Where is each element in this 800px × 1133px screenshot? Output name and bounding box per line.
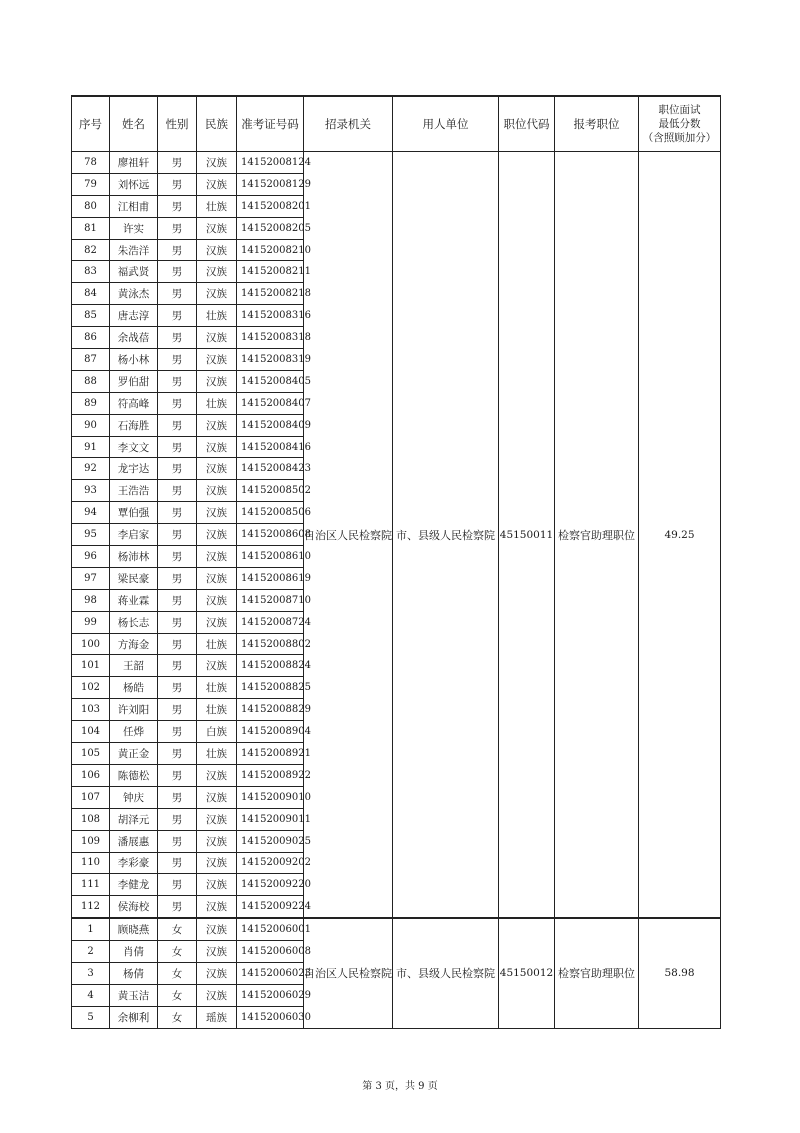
candidate-name: 钟庆 xyxy=(110,786,158,808)
row-number: 97 xyxy=(72,567,110,589)
table-row xyxy=(72,918,721,940)
exam-number: 14152008210 xyxy=(237,239,304,261)
exam-number: 14152006008 xyxy=(237,941,304,963)
candidate-ethnicity: 壮族 xyxy=(197,633,237,655)
candidate-gender: 男 xyxy=(158,874,197,896)
exam-number: 14152009224 xyxy=(237,896,304,918)
candidate-name: 覃伯强 xyxy=(110,502,158,524)
row-number: 78 xyxy=(72,152,110,174)
candidate-name: 江相甫 xyxy=(110,195,158,217)
candidate-gender: 男 xyxy=(158,283,197,305)
header-agency: 招录机关 xyxy=(304,96,393,152)
candidate-gender: 男 xyxy=(158,743,197,765)
row-number: 3 xyxy=(72,962,110,984)
row-number: 80 xyxy=(72,195,110,217)
candidate-name: 方海金 xyxy=(110,633,158,655)
candidate-ethnicity: 汉族 xyxy=(197,655,237,677)
row-number: 88 xyxy=(72,370,110,392)
candidate-gender: 男 xyxy=(158,633,197,655)
header-unit: 用人单位 xyxy=(393,96,499,152)
candidate-name: 杨倩 xyxy=(110,962,158,984)
exam-number: 14152009025 xyxy=(237,830,304,852)
row-number: 2 xyxy=(72,941,110,963)
candidate-ethnicity: 汉族 xyxy=(197,349,237,371)
row-number: 101 xyxy=(72,655,110,677)
candidate-ethnicity: 汉族 xyxy=(197,370,237,392)
row-number: 100 xyxy=(72,633,110,655)
min-interview-score: 58.98 xyxy=(639,918,721,1028)
exam-number: 14152008922 xyxy=(237,764,304,786)
candidate-ethnicity: 汉族 xyxy=(197,874,237,896)
row-number: 4 xyxy=(72,984,110,1006)
candidate-gender: 男 xyxy=(158,392,197,414)
row-number: 105 xyxy=(72,743,110,765)
exam-number: 14152008319 xyxy=(237,349,304,371)
candidate-gender: 女 xyxy=(158,918,197,940)
row-number: 86 xyxy=(72,327,110,349)
candidate-ethnicity: 汉族 xyxy=(197,984,237,1006)
row-number: 110 xyxy=(72,852,110,874)
position-title: 检察官助理职位 xyxy=(555,918,639,1028)
exam-number: 14152008506 xyxy=(237,502,304,524)
row-number: 99 xyxy=(72,611,110,633)
candidate-gender: 男 xyxy=(158,655,197,677)
exam-number: 14152008802 xyxy=(237,633,304,655)
recruiting-agency: 自治区人民检察院 xyxy=(304,918,393,1028)
candidate-gender: 男 xyxy=(158,830,197,852)
table-body xyxy=(72,152,721,1029)
row-number: 79 xyxy=(72,173,110,195)
candidate-gender: 男 xyxy=(158,217,197,239)
candidate-name: 刘怀远 xyxy=(110,173,158,195)
candidate-ethnicity: 汉族 xyxy=(197,962,237,984)
exam-number: 14152008824 xyxy=(237,655,304,677)
row-number: 87 xyxy=(72,349,110,371)
exam-number: 14152008502 xyxy=(237,480,304,502)
candidate-name: 任烨 xyxy=(110,721,158,743)
exam-number: 14152009220 xyxy=(237,874,304,896)
candidate-gender: 男 xyxy=(158,370,197,392)
row-number: 92 xyxy=(72,458,110,480)
candidate-ethnicity: 汉族 xyxy=(197,239,237,261)
exam-number: 14152008904 xyxy=(237,721,304,743)
row-number: 111 xyxy=(72,874,110,896)
row-number: 94 xyxy=(72,502,110,524)
exam-number: 14152009010 xyxy=(237,786,304,808)
candidate-name: 潘展惠 xyxy=(110,830,158,852)
candidate-gender: 男 xyxy=(158,261,197,283)
position-title: 检察官助理职位 xyxy=(555,152,639,919)
exam-number: 14152008608 xyxy=(237,524,304,546)
candidate-name: 王浩浩 xyxy=(110,480,158,502)
exam-number: 14152008201 xyxy=(237,195,304,217)
row-number: 84 xyxy=(72,283,110,305)
candidate-name: 黄玉洁 xyxy=(110,984,158,1006)
row-number: 1 xyxy=(72,918,110,940)
candidate-ethnicity: 汉族 xyxy=(197,808,237,830)
candidate-gender: 男 xyxy=(158,721,197,743)
exam-number: 14152008316 xyxy=(237,305,304,327)
candidate-name: 李启家 xyxy=(110,524,158,546)
row-number: 104 xyxy=(72,721,110,743)
table-row xyxy=(72,152,721,174)
candidate-name: 符高峰 xyxy=(110,392,158,414)
candidate-gender: 男 xyxy=(158,852,197,874)
candidate-name: 许刘阳 xyxy=(110,699,158,721)
candidate-gender: 男 xyxy=(158,327,197,349)
exam-number: 14152008710 xyxy=(237,589,304,611)
candidate-name: 黄正金 xyxy=(110,743,158,765)
candidate-ethnicity: 汉族 xyxy=(197,173,237,195)
candidate-name: 陈德松 xyxy=(110,764,158,786)
candidate-ethnicity: 汉族 xyxy=(197,830,237,852)
header-exam-no: 准考证号码 xyxy=(237,96,304,152)
candidate-ethnicity: 汉族 xyxy=(197,941,237,963)
employing-unit: 市、县级人民检察院 xyxy=(393,918,499,1028)
row-number: 103 xyxy=(72,699,110,721)
row-number: 106 xyxy=(72,764,110,786)
exam-number: 14152008407 xyxy=(237,392,304,414)
candidate-gender: 男 xyxy=(158,480,197,502)
candidate-name: 肖倩 xyxy=(110,941,158,963)
candidate-gender: 男 xyxy=(158,524,197,546)
results-table xyxy=(71,95,721,1029)
employing-unit: 市、县级人民检察院 xyxy=(393,152,499,919)
candidate-name: 余柳利 xyxy=(110,1006,158,1028)
candidate-name: 蒋业霖 xyxy=(110,589,158,611)
exam-number: 14152006001 xyxy=(237,918,304,940)
candidate-gender: 女 xyxy=(158,984,197,1006)
candidate-ethnicity: 白族 xyxy=(197,721,237,743)
candidate-gender: 男 xyxy=(158,567,197,589)
candidate-name: 李彩豪 xyxy=(110,852,158,874)
candidate-name: 杨小林 xyxy=(110,349,158,371)
row-number: 112 xyxy=(72,896,110,918)
candidate-name: 杨沛林 xyxy=(110,546,158,568)
candidate-name: 杨长志 xyxy=(110,611,158,633)
candidate-gender: 男 xyxy=(158,173,197,195)
row-number: 98 xyxy=(72,589,110,611)
exam-number: 14152008409 xyxy=(237,414,304,436)
header-ethnicity: 民族 xyxy=(197,96,237,152)
row-number: 107 xyxy=(72,786,110,808)
candidate-gender: 女 xyxy=(158,962,197,984)
candidate-name: 黄泳杰 xyxy=(110,283,158,305)
exam-number: 14152006030 xyxy=(237,1006,304,1028)
candidate-name: 石海胜 xyxy=(110,414,158,436)
row-number: 81 xyxy=(72,217,110,239)
exam-number: 14152009011 xyxy=(237,808,304,830)
position-code: 45150012 xyxy=(499,918,555,1028)
candidate-ethnicity: 汉族 xyxy=(197,436,237,458)
exam-number: 14152008724 xyxy=(237,611,304,633)
candidate-ethnicity: 汉族 xyxy=(197,283,237,305)
candidate-ethnicity: 汉族 xyxy=(197,327,237,349)
candidate-ethnicity: 汉族 xyxy=(197,261,237,283)
candidate-ethnicity: 壮族 xyxy=(197,699,237,721)
page-footer: 第 3 页，共 9 页 xyxy=(362,1081,438,1092)
candidate-gender: 女 xyxy=(158,1006,197,1028)
candidate-name: 李文文 xyxy=(110,436,158,458)
candidate-ethnicity: 壮族 xyxy=(197,195,237,217)
candidate-ethnicity: 汉族 xyxy=(197,480,237,502)
candidate-gender: 男 xyxy=(158,589,197,611)
candidate-ethnicity: 汉族 xyxy=(197,764,237,786)
exam-number: 14152008124 xyxy=(237,152,304,174)
candidate-name: 侯海校 xyxy=(110,896,158,918)
row-number: 93 xyxy=(72,480,110,502)
candidate-gender: 男 xyxy=(158,436,197,458)
row-number: 91 xyxy=(72,436,110,458)
header-min-score: 职位面试 最低分数 （含照顾加分） xyxy=(639,96,721,152)
exam-number: 14152009202 xyxy=(237,852,304,874)
candidate-name: 余战蓓 xyxy=(110,327,158,349)
candidate-gender: 男 xyxy=(158,195,197,217)
exam-number: 14152008218 xyxy=(237,283,304,305)
candidate-ethnicity: 汉族 xyxy=(197,546,237,568)
candidate-ethnicity: 汉族 xyxy=(197,217,237,239)
candidate-name: 福武贤 xyxy=(110,261,158,283)
candidate-ethnicity: 汉族 xyxy=(197,611,237,633)
candidate-ethnicity: 汉族 xyxy=(197,852,237,874)
exam-number: 14152008405 xyxy=(237,370,304,392)
candidate-gender: 男 xyxy=(158,699,197,721)
exam-number: 14152008610 xyxy=(237,546,304,568)
header-position-code: 职位代码 xyxy=(499,96,555,152)
candidate-gender: 男 xyxy=(158,414,197,436)
candidate-name: 王韶 xyxy=(110,655,158,677)
candidate-name: 杨皓 xyxy=(110,677,158,699)
candidate-name: 廖祖轩 xyxy=(110,152,158,174)
candidate-name: 许实 xyxy=(110,217,158,239)
candidate-name: 罗伯甜 xyxy=(110,370,158,392)
candidate-name: 朱浩洋 xyxy=(110,239,158,261)
candidate-ethnicity: 壮族 xyxy=(197,392,237,414)
row-number: 102 xyxy=(72,677,110,699)
candidate-ethnicity: 汉族 xyxy=(197,524,237,546)
row-number: 5 xyxy=(72,1006,110,1028)
row-number: 95 xyxy=(72,524,110,546)
candidate-ethnicity: 壮族 xyxy=(197,677,237,699)
min-interview-score: 49.25 xyxy=(639,152,721,919)
exam-number: 14152008829 xyxy=(237,699,304,721)
exam-number: 14152008619 xyxy=(237,567,304,589)
row-number: 96 xyxy=(72,546,110,568)
candidate-name: 胡泽元 xyxy=(110,808,158,830)
candidate-gender: 男 xyxy=(158,458,197,480)
candidate-ethnicity: 瑶族 xyxy=(197,1006,237,1028)
candidate-gender: 男 xyxy=(158,546,197,568)
exam-number: 14152008318 xyxy=(237,327,304,349)
row-number: 108 xyxy=(72,808,110,830)
exam-number: 14152008129 xyxy=(237,173,304,195)
candidate-ethnicity: 汉族 xyxy=(197,786,237,808)
header-row xyxy=(72,96,721,152)
candidate-gender: 男 xyxy=(158,786,197,808)
candidate-name: 李健龙 xyxy=(110,874,158,896)
candidate-gender: 男 xyxy=(158,677,197,699)
candidate-name: 龙宇达 xyxy=(110,458,158,480)
candidate-gender: 男 xyxy=(158,502,197,524)
row-number: 109 xyxy=(72,830,110,852)
header-gender: 性别 xyxy=(158,96,197,152)
candidate-gender: 女 xyxy=(158,941,197,963)
row-number: 90 xyxy=(72,414,110,436)
candidate-gender: 男 xyxy=(158,611,197,633)
candidate-name: 唐志淳 xyxy=(110,305,158,327)
candidate-ethnicity: 汉族 xyxy=(197,458,237,480)
exam-number: 14152006023 xyxy=(237,962,304,984)
exam-number: 14152006029 xyxy=(237,984,304,1006)
candidate-ethnicity: 汉族 xyxy=(197,896,237,918)
row-number: 82 xyxy=(72,239,110,261)
candidate-ethnicity: 汉族 xyxy=(197,152,237,174)
position-code: 45150011 xyxy=(499,152,555,919)
exam-number: 14152008205 xyxy=(237,217,304,239)
candidate-gender: 男 xyxy=(158,349,197,371)
row-number: 89 xyxy=(72,392,110,414)
row-number: 85 xyxy=(72,305,110,327)
candidate-gender: 男 xyxy=(158,764,197,786)
row-number: 83 xyxy=(72,261,110,283)
candidate-ethnicity: 壮族 xyxy=(197,305,237,327)
table-header xyxy=(72,96,721,152)
candidate-gender: 男 xyxy=(158,239,197,261)
candidate-name: 梁民豪 xyxy=(110,567,158,589)
exam-number: 14152008825 xyxy=(237,677,304,699)
candidate-gender: 男 xyxy=(158,305,197,327)
recruiting-agency: 自治区人民检察院 xyxy=(304,152,393,919)
candidate-ethnicity: 汉族 xyxy=(197,567,237,589)
exam-number: 14152008921 xyxy=(237,743,304,765)
exam-number: 14152008416 xyxy=(237,436,304,458)
header-position: 报考职位 xyxy=(555,96,639,152)
candidate-ethnicity: 汉族 xyxy=(197,589,237,611)
candidate-gender: 男 xyxy=(158,808,197,830)
header-no: 序号 xyxy=(72,96,110,152)
candidate-ethnicity: 壮族 xyxy=(197,743,237,765)
candidate-gender: 男 xyxy=(158,896,197,918)
candidate-ethnicity: 汉族 xyxy=(197,502,237,524)
header-name: 姓名 xyxy=(110,96,158,152)
candidate-ethnicity: 汉族 xyxy=(197,918,237,940)
candidate-ethnicity: 汉族 xyxy=(197,414,237,436)
candidate-gender: 男 xyxy=(158,152,197,174)
exam-number: 14152008423 xyxy=(237,458,304,480)
exam-number: 14152008211 xyxy=(237,261,304,283)
candidate-name: 顾晓燕 xyxy=(110,918,158,940)
